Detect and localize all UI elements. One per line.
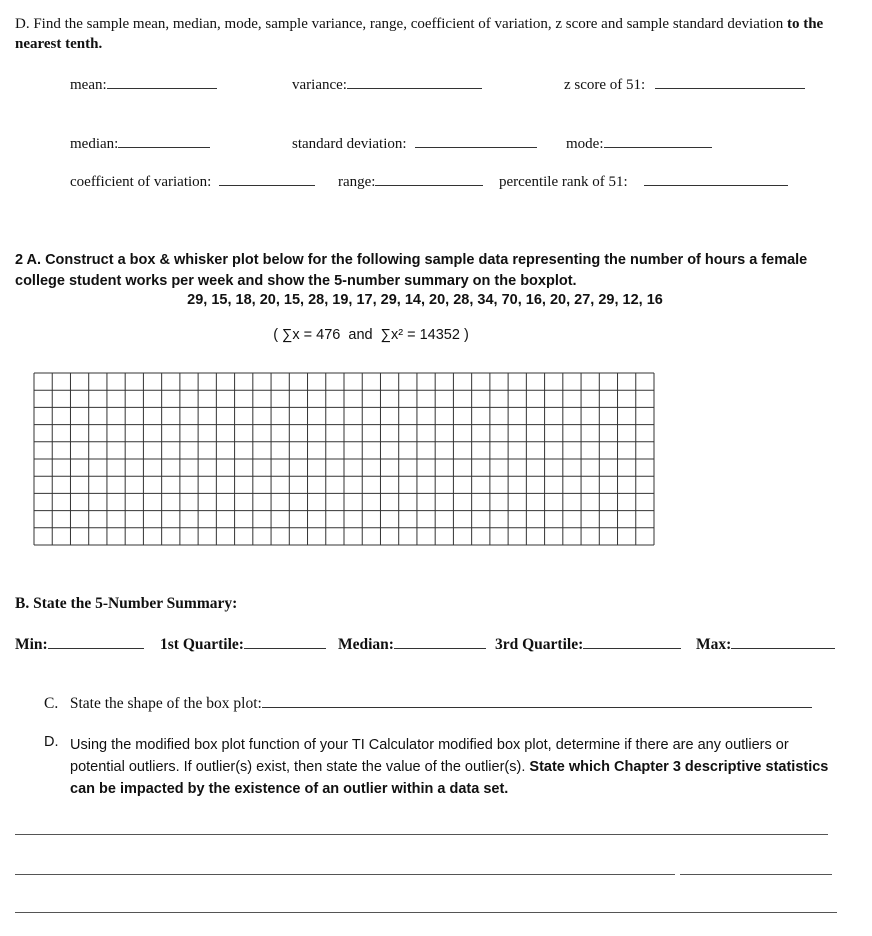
part-dd-text-plain: Using the modified box plot function of your TI Calculator modified box plot, determine if there are any outliers or potential outliers. If outlier(s) exist, then state the value of the outlier(s). <box>70 737 789 775</box>
mean-answer-blank[interactable] <box>107 74 217 89</box>
median-summary-answer-blank[interactable] <box>394 634 486 649</box>
max-answer-blank[interactable] <box>731 634 835 649</box>
cv-field <box>70 171 315 191</box>
percentile-label: percentile rank of 51: <box>499 174 628 190</box>
answer-line-2a[interactable] <box>15 874 675 875</box>
min-answer-blank[interactable] <box>48 634 144 649</box>
range-answer-blank[interactable] <box>375 171 483 186</box>
median-summary-field <box>338 634 486 654</box>
cv-label: coefficient of variation: <box>70 174 212 190</box>
mean-label: mean: <box>70 77 107 93</box>
stdev-label: standard deviation: <box>292 136 407 152</box>
percentile-field <box>499 171 788 191</box>
part-c-row <box>44 693 812 713</box>
mode-answer-blank[interactable] <box>604 133 712 148</box>
cv-answer-blank[interactable] <box>219 171 315 186</box>
stdev-answer-blank[interactable] <box>415 133 537 148</box>
zscore-field <box>564 74 805 94</box>
max-field <box>696 634 835 654</box>
part-d-instructions-bold: to the nearest tenth. <box>15 16 824 52</box>
zscore-answer-blank[interactable] <box>655 74 805 89</box>
max-label: Max: <box>696 636 732 653</box>
q1-answer-blank[interactable] <box>244 634 326 649</box>
median-label: median: <box>70 136 119 152</box>
q3-field <box>495 634 681 654</box>
part-dd-marker: D. <box>44 734 59 750</box>
q3-answer-blank[interactable] <box>583 634 681 649</box>
answer-line-1[interactable] <box>15 834 828 835</box>
part-dd-text-bold: State which Chapter 3 descriptive statistics can be impacted by the existence of an outlier within a data set. <box>70 759 829 797</box>
variance-answer-blank[interactable] <box>347 74 482 89</box>
variance-field <box>292 74 482 94</box>
answer-line-2b[interactable] <box>680 874 832 875</box>
boxplot-grid[interactable] <box>33 372 655 546</box>
range-field <box>338 171 483 191</box>
sample-data-line: 29, 15, 18, 20, 15, 28, 19, 17, 29, 14, 20, 28, 34, 70, 16, 20, 27, 29, 12, 16 <box>187 292 663 308</box>
shape-answer-blank[interactable] <box>262 693 812 708</box>
part-2a-heading: 2 A. Construct a box & whisker plot below for the following sample data representing the number of hours a female college student works per week and show the 5-number summary on the boxplot. <box>15 252 808 289</box>
stdev-field <box>292 133 537 153</box>
summation-line: ( ∑x = 476 and ∑x² = 14352 ) <box>273 327 469 343</box>
answer-line-3[interactable] <box>15 912 837 913</box>
percentile-answer-blank[interactable] <box>644 171 788 186</box>
part-c-prompt: C. State the shape of the box plot: <box>44 695 262 712</box>
mean-field <box>70 74 217 94</box>
median-summary-label: Median: <box>338 636 394 653</box>
min-label: Min: <box>15 636 48 653</box>
median-answer-blank[interactable] <box>118 133 210 148</box>
median-field <box>70 133 210 153</box>
mode-label: mode: <box>566 136 604 152</box>
part-dd-text <box>70 734 840 800</box>
q3-label: 3rd Quartile: <box>495 636 584 653</box>
q1-field <box>160 634 326 654</box>
range-label: range: <box>338 174 376 190</box>
part-d-instructions-text: D. Find the sample mean, median, mode, sample variance, range, coefficient of variation, z score and sample standard deviation <box>15 16 784 32</box>
part-d-instructions <box>15 14 835 54</box>
q1-label: 1st Quartile: <box>160 636 244 653</box>
variance-label: variance: <box>292 77 347 93</box>
part-b-heading: B. State the 5-Number Summary: <box>15 595 238 612</box>
five-number-row <box>15 634 144 654</box>
zscore-label: z score of 51: <box>564 77 646 93</box>
mode-field <box>566 133 712 153</box>
